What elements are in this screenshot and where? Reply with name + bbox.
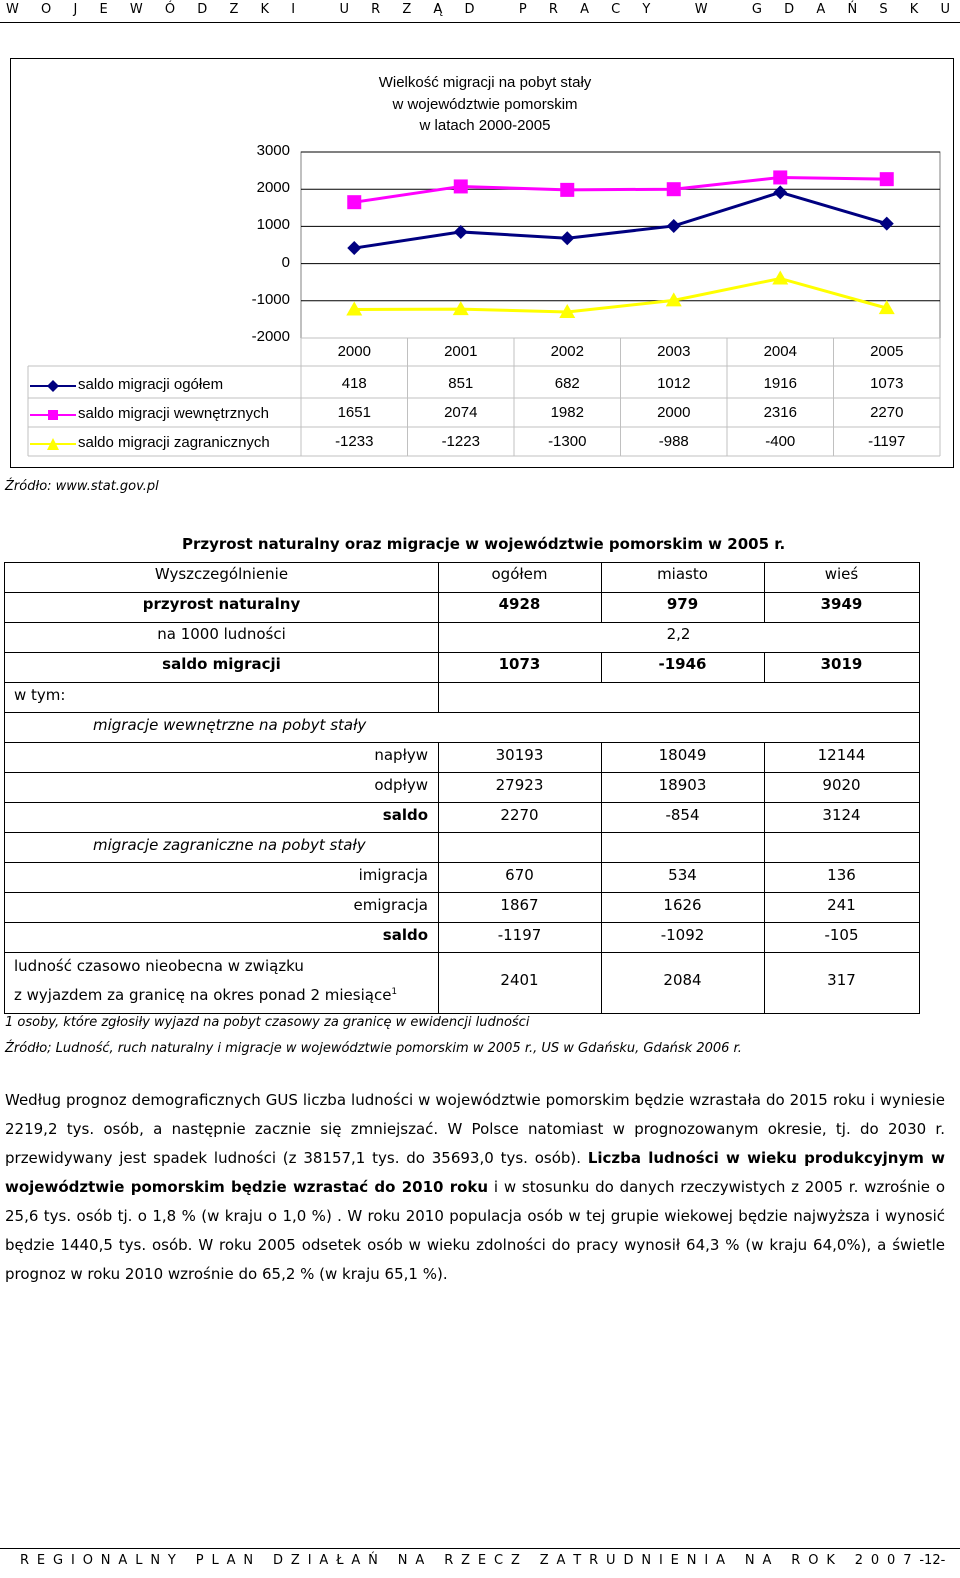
data-table-value: -1223 — [441, 433, 480, 450]
cell-value: 2084 — [663, 971, 702, 989]
footer-letter — [432, 1553, 436, 1568]
chart-title-line-3: w latach 2000-2005 — [419, 117, 551, 134]
footer-letter: A — [226, 1553, 236, 1568]
cell-value: 3124 — [822, 806, 861, 824]
data-point-diamond — [347, 241, 361, 255]
row-label-per-1000: na 1000 ludności — [157, 625, 286, 643]
table-title: Przyrost naturalny oraz migracje w województwie pomorskim w 2005 r. — [182, 535, 786, 553]
header-letter: G — [751, 2, 762, 17]
cell-value: 534 — [668, 866, 697, 884]
table-rule — [4, 952, 920, 953]
table-rule — [438, 742, 439, 952]
y-tick-label: 2000 — [256, 179, 290, 196]
header-letter: R — [371, 2, 381, 17]
data-table-value: -400 — [765, 433, 796, 450]
row-label-natural-increase: przyrost naturalny — [142, 595, 301, 613]
header-letter: O — [41, 2, 52, 17]
footer-letter: Z — [539, 1553, 549, 1568]
cell-value: 1626 — [663, 896, 702, 914]
table-rule — [4, 652, 920, 653]
series-line — [354, 177, 887, 202]
header-letter: I — [291, 2, 296, 17]
page-footer — [0, 1548, 960, 1573]
data-table-value: 418 — [341, 375, 367, 392]
header-letter: D — [784, 2, 795, 17]
footer-letter: O — [808, 1553, 819, 1568]
y-tick-label: 0 — [281, 254, 290, 271]
footer-letter: N — [100, 1553, 111, 1568]
data-table-value: -988 — [658, 433, 689, 450]
table-rule — [4, 742, 920, 743]
cell-value: 2,2 — [666, 625, 691, 643]
table-header-total: ogółem — [491, 565, 548, 583]
x-tick-label: 2005 — [870, 343, 904, 360]
header-letter: P — [518, 2, 527, 17]
header-letter: Ó — [164, 2, 176, 17]
legend-marker-diamond-icon — [30, 378, 76, 394]
table-rule — [4, 772, 920, 773]
chart-source: Źródło: www.stat.gov.pl — [5, 479, 159, 494]
footer-letter: 0 — [887, 1553, 896, 1568]
footer-letter: R — [791, 1553, 801, 1568]
row-label-including: w tym: — [14, 686, 66, 704]
footer-letter: Z — [290, 1553, 300, 1568]
data-point-square — [667, 182, 681, 196]
footer-letter — [261, 1553, 265, 1568]
cell-value: 12144 — [817, 746, 866, 764]
legend-entry-foreign — [30, 434, 300, 454]
table-rule — [4, 862, 920, 863]
cell-value: 1867 — [500, 896, 539, 914]
footer-letter: I — [307, 1553, 312, 1568]
footer-letter: Y — [167, 1553, 176, 1568]
footer-letter: D — [623, 1553, 634, 1568]
body-paragraph: Według prognoz demograficznych GUS liczba ludności w województwie pomorskim będzie wzrastała do 2015 roku i wyniesie 2219,2 tys. osób, a następnie zacznie się zmniejszać. W Polsce natomiast w prognozowanym okresie, tj. do 2030 r. przewidywany jest spadek ludności (z 38157,1 tys. do 35693,0 tys. osób). Liczba ludności w wieku produkcyjnym w województwie pomorskim będzie wzrastać do 2010 roku i w stosunku do danych rzeczywistych z 2005 r. wzrośnie o 25,6 tys. osób tj. o 1,8 % (w kraju o 1,0 %) . W roku 2010 populacja osób w tej grupie wiekowej będzie najwyższa i wynosić będzie 1440,5 tys. osób. W roku 2005 odsetek osób w wieku zdolności do pracy wynosił 64,3 % (w kraju 64,0%), a świetle prognoz w roku 2010 wzrośnie do 65,2 % (w kraju 65,1 %). — [5, 1091, 945, 1283]
y-tick-label: -1000 — [251, 291, 290, 308]
cell-value: -1197 — [497, 926, 542, 944]
data-table-value: -1233 — [335, 433, 374, 450]
table-header-description: Wyszczególnienie — [154, 565, 289, 583]
footer-letter — [528, 1553, 532, 1568]
header-letter: Ą — [433, 2, 443, 17]
footer-letter: N — [243, 1553, 254, 1568]
data-point-square — [560, 183, 574, 197]
cell-value: 3019 — [820, 655, 863, 673]
header-letter: A — [816, 2, 826, 17]
footer-letter: E — [477, 1553, 487, 1568]
footer-letter: C — [493, 1553, 504, 1568]
data-table-value: 1651 — [337, 404, 371, 421]
series-line — [354, 192, 887, 248]
table-rule — [601, 742, 602, 952]
footer-letter: 2 — [854, 1553, 864, 1568]
sub-row-label: napływ — [374, 746, 428, 764]
cell-value: -1946 — [658, 655, 707, 673]
footer-letter: 0 — [870, 1553, 880, 1568]
header-letter: R — [548, 2, 558, 17]
row-label-absent-line2: z wyjazdem za granicę na okres ponad 2 miesiące$^1$ — [14, 986, 398, 1004]
footer-letter: A — [716, 1553, 725, 1568]
sub-row-label: saldo — [382, 806, 428, 824]
data-point-diamond — [773, 185, 787, 199]
header-letter: U — [940, 2, 950, 17]
footer-letter: Z — [461, 1553, 471, 1568]
legend-label: saldo migracji zagranicznych — [78, 434, 270, 451]
cell-value: 3949 — [820, 595, 863, 613]
sub-row-label: odpływ — [374, 776, 428, 794]
data-point-triangle — [772, 270, 788, 284]
footer-letter — [779, 1553, 783, 1568]
header-letter: C — [611, 2, 621, 17]
header-letter: W — [6, 2, 19, 17]
table-rule — [4, 832, 920, 833]
table-rule — [4, 1013, 920, 1014]
cell-value: -105 — [824, 926, 859, 944]
table-rule — [4, 712, 920, 713]
footer-letter: A — [118, 1553, 128, 1568]
chart-title-line-2: w województwie pomorskim — [392, 95, 578, 113]
cell-value: 30193 — [495, 746, 544, 764]
footer-letter — [733, 1553, 737, 1568]
data-table-value: 851 — [448, 375, 474, 392]
footer-letter: E — [36, 1553, 46, 1568]
page-number: -12- — [919, 1553, 946, 1568]
bold-highlight: Liczba ludności w wieku produkcyjnym w województwie pomorskim będzie wzrastać do 2010 roku — [5, 1149, 945, 1196]
header-letter: W — [694, 2, 708, 17]
footer-letter: T — [573, 1553, 582, 1568]
legend-label: saldo migracji wewnętrznych — [78, 405, 269, 422]
header-letter: S — [879, 2, 888, 17]
footer-letter: E — [670, 1553, 679, 1568]
header-letter: Z — [402, 2, 412, 17]
row-label-migration-balance: saldo migracji — [162, 655, 281, 673]
data-table-value: 1012 — [657, 375, 691, 392]
section-label-internal: migracje wewnętrzne na pobyt stały — [93, 716, 367, 734]
footer-letter: D — [273, 1553, 284, 1568]
data-table-value: -1300 — [548, 433, 587, 450]
table-rule — [764, 742, 765, 952]
footer-letter: L — [211, 1553, 219, 1568]
x-tick-label: 2004 — [763, 343, 797, 360]
sub-row-label: emigracja — [353, 896, 428, 914]
header-letter: Ń — [847, 2, 858, 17]
data-point-diamond — [667, 219, 681, 233]
cell-value: 317 — [827, 971, 856, 989]
data-point-diamond — [560, 231, 574, 245]
footer-letter: A — [319, 1553, 329, 1568]
data-table-value: -1197 — [868, 433, 906, 450]
section-label-foreign: migracje zagraniczne na pobyt stały — [93, 836, 366, 854]
header-letter: D — [464, 2, 475, 17]
header-letter: Z — [229, 2, 239, 17]
cell-value: 9020 — [822, 776, 861, 794]
table-header-city: miasto — [657, 565, 708, 583]
footer-letter: N — [397, 1553, 408, 1568]
footer-letter — [184, 1553, 188, 1568]
header-letter: K — [909, 2, 919, 17]
series-line — [354, 278, 887, 311]
header-letter: W — [129, 2, 143, 17]
header-letter: D — [197, 2, 208, 17]
table-rule — [4, 562, 920, 563]
sub-row-label: saldo — [382, 926, 428, 944]
data-table-value: 2000 — [657, 404, 691, 421]
table-rule — [438, 682, 439, 712]
footer-letter: I — [704, 1553, 709, 1568]
cell-value: 4928 — [498, 595, 541, 613]
footer-letter: N — [744, 1553, 755, 1568]
x-tick-label: 2001 — [444, 343, 478, 360]
data-point-square — [347, 195, 361, 209]
header-letter: Y — [642, 2, 651, 17]
y-tick-label: 1000 — [256, 216, 290, 233]
cell-value: 2270 — [500, 806, 539, 824]
legend-entry-internal — [30, 405, 300, 425]
footer-letter: I — [70, 1553, 75, 1568]
cell-value: 18903 — [658, 776, 707, 794]
cell-value: 136 — [827, 866, 856, 884]
footer-letter: A — [762, 1553, 772, 1568]
data-table-value: 682 — [554, 375, 580, 392]
legend-entry-total — [30, 376, 300, 396]
table-source: Źródło; Ludność, ruch naturalny i migracje w województwie pomorskim w 2005 r., US w Gdańsku, Gdańsk 2006 r. — [5, 1041, 742, 1056]
data-point-diamond — [880, 217, 894, 231]
footer-letter: R — [20, 1553, 30, 1568]
footer-letter: R — [444, 1553, 454, 1568]
table-footnote: 1 osoby, które zgłosiły wyjazd na pobyt czasowy za granicę w ewidencji ludności — [5, 1015, 530, 1030]
cell-value: 241 — [827, 896, 856, 914]
data-point-square — [880, 172, 894, 186]
x-tick-label: 2003 — [657, 343, 691, 360]
cell-value: -854 — [665, 806, 700, 824]
cell-value: 1073 — [498, 655, 541, 673]
legend-marker-triangle-icon — [30, 436, 76, 452]
cell-value: 18049 — [658, 746, 707, 764]
footer-letter: 7 — [903, 1553, 912, 1568]
footer-letter: A — [351, 1553, 361, 1568]
row-label-absent-line1: ludność czasowo nieobecna w związku — [14, 957, 304, 975]
data-table-value: 1982 — [550, 404, 584, 421]
header-letter: J — [73, 2, 78, 17]
cell-value: 27923 — [495, 776, 544, 794]
cell-value: -1092 — [660, 926, 705, 944]
data-table-value: 2074 — [444, 404, 478, 421]
footer-letter: Ń — [368, 1553, 378, 1568]
footer-letter: N — [686, 1553, 697, 1568]
table-rule — [4, 682, 920, 683]
footer-letter: P — [195, 1553, 204, 1568]
footer-letter: R — [589, 1553, 599, 1568]
footer-letter: Ł — [336, 1553, 344, 1568]
data-table-value: 1916 — [763, 375, 797, 392]
legend-marker-square-icon — [30, 407, 76, 423]
cell-value: 2401 — [500, 971, 539, 989]
footnote-mark: 1 — [391, 987, 398, 997]
footer-letter: Z — [510, 1553, 520, 1568]
footer-letter: A — [556, 1553, 566, 1568]
footer-text — [20, 1553, 946, 1568]
table-rule — [4, 802, 920, 803]
footer-letter: I — [658, 1553, 663, 1568]
footer-letter — [386, 1553, 390, 1568]
line-chart — [0, 0, 960, 470]
header-letter: E — [99, 2, 108, 17]
table-rule — [4, 892, 920, 893]
data-point-diamond — [454, 225, 468, 239]
chart-title-line-1: Wielkość migracji na pobyt stały — [378, 74, 592, 91]
data-point-square — [454, 179, 468, 193]
legend-label: saldo migracji ogółem — [78, 376, 224, 393]
header-letter: U — [339, 2, 349, 17]
footer-letter: U — [606, 1553, 616, 1568]
data-table-value: 2270 — [870, 404, 904, 421]
table-header-village: wieś — [824, 565, 859, 583]
cell-value: 670 — [505, 866, 534, 884]
footer-letter: O — [82, 1553, 93, 1568]
cell-value: 979 — [666, 595, 699, 613]
footer-letter: G — [53, 1553, 64, 1568]
footer-letter: N — [641, 1553, 652, 1568]
table-rule — [919, 562, 920, 1013]
y-tick-label: 3000 — [256, 142, 290, 159]
table-rule — [4, 922, 920, 923]
y-tick-label: -2000 — [251, 328, 290, 345]
footer-letter: A — [415, 1553, 425, 1568]
footer-letter: K — [826, 1553, 835, 1568]
footer-letter: N — [150, 1553, 161, 1568]
data-table-value: 2316 — [763, 404, 797, 421]
header-letter: K — [260, 2, 270, 17]
table-rule — [4, 592, 920, 593]
data-point-square — [773, 170, 787, 184]
footer-letter: L — [135, 1553, 143, 1568]
footer-letter — [843, 1553, 847, 1568]
x-tick-label: 2002 — [550, 343, 584, 360]
data-table-value: 1073 — [870, 375, 904, 392]
x-tick-label: 2000 — [337, 343, 371, 360]
sub-row-label: imigracja — [358, 866, 428, 884]
header-letter: A — [580, 2, 589, 17]
